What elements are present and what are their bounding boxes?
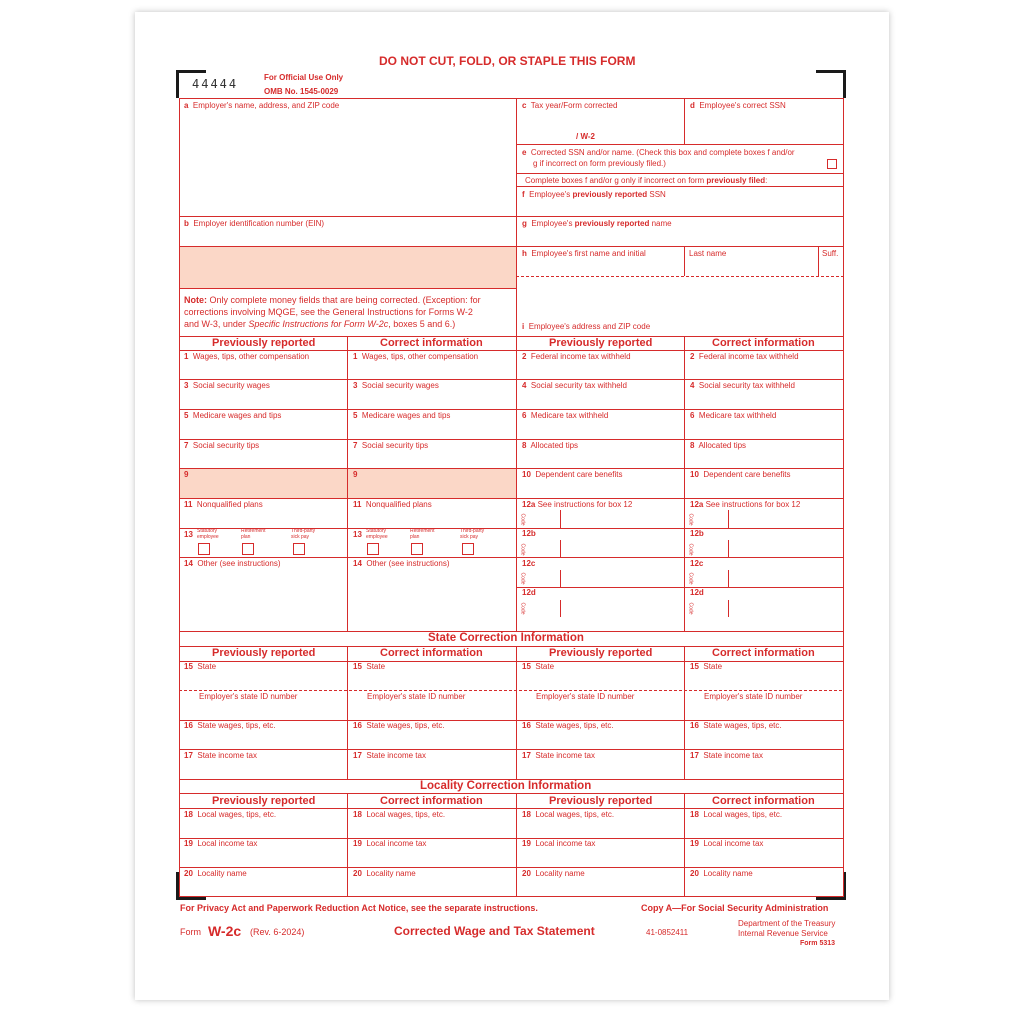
box8-corr: 8 Allocated tips <box>690 441 747 450</box>
loc-col-head-corr-2: Correct information <box>712 795 815 807</box>
box11-prev: 11 Nonqualified plans <box>184 500 263 509</box>
note-line1: Note: Only complete money fields that are being corrected. (Exception: for <box>184 295 481 305</box>
code-label-12a-prev: Code <box>519 513 526 526</box>
box18-c2: 18 Local wages, tips, etc. <box>353 810 446 819</box>
box13-prev-retirement-1: Retirement <box>241 528 266 534</box>
box1-corr: 1 Wages, tips, other compensation <box>353 352 479 361</box>
box2-corr: 2 Federal income tax withheld <box>690 352 799 361</box>
box4-corr: 4 Social security tax withheld <box>690 381 795 390</box>
official-use-label: For Official Use Only <box>264 73 344 82</box>
box13-corr-statutory-2: employee <box>366 534 388 540</box>
box15-c2: 15 State <box>353 662 386 671</box>
state-id-c2: Employer's state ID number <box>367 692 466 701</box>
box19-c3: 19 Local income tax <box>522 839 596 848</box>
form-word: Form <box>180 927 201 937</box>
box15-c3: 15 State <box>522 662 555 671</box>
box3-corr: 3 Social security wages <box>353 381 439 390</box>
box18-c1: 18 Local wages, tips, etc. <box>184 810 277 819</box>
box13-prev-statutory-2: employee <box>197 534 219 540</box>
box16-c4: 16 State wages, tips, etc. <box>690 721 782 730</box>
note-line2: corrections involving MQGE, see the General Instructions for Forms W-2 <box>184 307 473 317</box>
box10-corr: 10 Dependent care benefits <box>690 470 791 479</box>
box12b-prev: 12b <box>522 529 536 538</box>
form-name: W-2c <box>208 923 242 939</box>
corner-mark-tr-h <box>816 70 846 73</box>
corner-mark-tl-v <box>176 70 179 98</box>
box9-prev: 9 <box>184 470 189 479</box>
box20-c3: 20 Locality name <box>522 869 585 878</box>
box3-prev: 3 Social security wages <box>184 381 270 390</box>
corner-mark-br-h <box>816 897 846 900</box>
box12c-corr: 12c <box>690 559 704 568</box>
box13-corr-thirdparty-1: Third-party <box>460 528 485 534</box>
box14-prev: 14 Other (see instructions) <box>184 559 281 568</box>
cat-number: 41-0852411 <box>646 928 689 937</box>
box17-c2: 17 State income tax <box>353 751 426 760</box>
box12a-prev: 12a See instructions for box 12 <box>522 500 633 509</box>
form-title: Corrected Wage and Tax Statement <box>394 924 595 938</box>
form-number: Form 5313 <box>800 940 836 947</box>
privacy-notice: For Privacy Act and Paperwork Reduction Act Notice, see the separate instructions. <box>180 903 538 913</box>
box11-corr: 11 Nonqualified plans <box>353 500 432 509</box>
box16-c1: 16 State wages, tips, etc. <box>184 721 276 730</box>
omb-number: OMB No. 1545-0029 <box>264 87 339 96</box>
box13-corr-thirdparty-checkbox[interactable] <box>462 543 474 555</box>
box-c-w2: / W-2 <box>576 132 595 141</box>
corrected-ssn-checkbox[interactable] <box>827 159 837 169</box>
control-number: 44444 <box>192 77 239 91</box>
box-h-label: h Employee's first name and initial <box>522 249 646 258</box>
code-label-12c-prev: Code <box>519 572 526 585</box>
col-head-prev-2: Previously reported <box>549 337 653 349</box>
box13-corr-thirdparty-2: sick pay <box>460 534 479 540</box>
code-label-12d-prev: Code <box>519 602 526 615</box>
box8-prev: 8 Allocated tips <box>522 441 579 450</box>
code-label-12c-corr: Code <box>687 572 694 585</box>
dept-treasury: Department of the Treasury <box>738 919 836 928</box>
last-name-label: Last name <box>689 249 727 258</box>
box6-prev: 6 Medicare tax withheld <box>522 411 609 420</box>
box2-prev: 2 Federal income tax withheld <box>522 352 631 361</box>
state-section-title: State Correction Information <box>428 632 584 644</box>
box7-corr: 7 Social security tips <box>353 441 429 450</box>
box14-corr: 14 Other (see instructions) <box>353 559 450 568</box>
code-label-12b-prev: Code <box>519 543 526 556</box>
box13-corr-statutory-checkbox[interactable] <box>367 543 379 555</box>
box12a-corr: 12a See instructions for box 12 <box>690 500 801 509</box>
box13-corr-retirement-2: plan <box>410 534 420 540</box>
box-g-label: g Employee's previously reported name <box>522 219 672 228</box>
box13-corr-num: 13 <box>353 530 362 539</box>
loc-col-head-prev-1: Previously reported <box>212 795 316 807</box>
box7-prev: 7 Social security tips <box>184 441 260 450</box>
box13-corr-retirement-checkbox[interactable] <box>411 543 423 555</box>
box13-prev-retirement-2: plan <box>241 534 251 540</box>
code-label-12d-corr: Code <box>687 602 694 615</box>
box17-c3: 17 State income tax <box>522 751 595 760</box>
complete-boxes-note: Complete boxes f and/or g only if incorrect on form previously filed: <box>525 176 768 185</box>
code-label-12a-corr: Code <box>687 513 694 526</box>
box17-c4: 17 State income tax <box>690 751 763 760</box>
state-col-head-corr-2: Correct information <box>712 647 815 659</box>
state-id-c3: Employer's state ID number <box>536 692 635 701</box>
form-grid <box>179 98 844 897</box>
box19-c1: 19 Local income tax <box>184 839 258 848</box>
loc-col-head-prev-2: Previously reported <box>549 795 653 807</box>
box5-corr: 5 Medicare wages and tips <box>353 411 451 420</box>
box12b-corr: 12b <box>690 529 704 538</box>
box4-prev: 4 Social security tax withheld <box>522 381 627 390</box>
state-id-c1: Employer's state ID number <box>199 692 298 701</box>
loc-col-head-corr-1: Correct information <box>380 795 483 807</box>
box18-c4: 18 Local wages, tips, etc. <box>690 810 783 819</box>
box9-corr: 9 <box>353 470 358 479</box>
box12d-prev: 12d <box>522 588 536 597</box>
box18-c3: 18 Local wages, tips, etc. <box>522 810 615 819</box>
box12d-corr: 12d <box>690 588 704 597</box>
code-label-12b-corr: Code <box>687 543 694 556</box>
box-b-label: b Employer identification number (EIN) <box>184 219 325 228</box>
box13-prev-thirdparty-checkbox[interactable] <box>293 543 305 555</box>
box13-prev-retirement-checkbox[interactable] <box>242 543 254 555</box>
form-revision: (Rev. 6-2024) <box>250 927 305 937</box>
suffix-label: Suff. <box>822 249 839 258</box>
box16-c2: 16 State wages, tips, etc. <box>353 721 445 730</box>
box-f-label: f Employee's previously reported SSN <box>522 190 666 199</box>
col-head-corr-2: Correct information <box>712 337 815 349</box>
corner-mark-tl-h <box>176 70 206 73</box>
box13-corr-retirement-1: Retirement <box>410 528 435 534</box>
corner-mark-bl-h <box>176 897 206 900</box>
box20-c4: 20 Locality name <box>690 869 753 878</box>
box17-c1: 17 State income tax <box>184 751 257 760</box>
state-col-head-corr-1: Correct information <box>380 647 483 659</box>
box13-prev-num: 13 <box>184 530 193 539</box>
col-head-corr-1: Correct information <box>380 337 483 349</box>
do-not-cut-warning: DO NOT CUT, FOLD, OR STAPLE THIS FORM <box>379 54 636 68</box>
box1-prev: 1 Wages, tips, other compensation <box>184 352 310 361</box>
box5-prev: 5 Medicare wages and tips <box>184 411 282 420</box>
box20-c1: 20 Locality name <box>184 869 247 878</box>
box-d-label: d Employee's correct SSN <box>690 101 786 110</box>
box15-c1: 15 State <box>184 662 217 671</box>
dept-irs: Internal Revenue Service <box>738 929 828 938</box>
box-a-label: a Employer's name, address, and ZIP code <box>184 101 340 110</box>
locality-section-title: Locality Correction Information <box>420 780 592 792</box>
box13-prev-thirdparty-2: sick pay <box>291 534 310 540</box>
box16-c3: 16 State wages, tips, etc. <box>522 721 614 730</box>
box12c-prev: 12c <box>522 559 536 568</box>
col-head-prev-1: Previously reported <box>212 337 316 349</box>
box10-prev: 10 Dependent care benefits <box>522 470 623 479</box>
box-i-label: i Employee's address and ZIP code <box>522 322 651 331</box>
box-c-label: c Tax year/Form corrected <box>522 101 618 110</box>
box-e-line1: e Corrected SSN and/or name. (Check this box and complete boxes f and/or <box>522 148 795 157</box>
box6-corr: 6 Medicare tax withheld <box>690 411 777 420</box>
box20-c2: 20 Locality name <box>353 869 416 878</box>
copy-a-label: Copy A—For Social Security Administration <box>641 903 829 913</box>
box13-corr-statutory-1: Statutory <box>366 528 387 534</box>
box13-prev-statutory-checkbox[interactable] <box>198 543 210 555</box>
corner-mark-tr-v <box>843 70 846 98</box>
state-col-head-prev-2: Previously reported <box>549 647 653 659</box>
box13-prev-statutory-1: Statutory <box>197 528 218 534</box>
state-id-c4: Employer's state ID number <box>704 692 803 701</box>
box19-c4: 19 Local income tax <box>690 839 764 848</box>
box15-c4: 15 State <box>690 662 723 671</box>
state-col-head-prev-1: Previously reported <box>212 647 316 659</box>
box-e-line2: g if incorrect on form previously filed.) <box>533 159 666 168</box>
box13-prev-thirdparty-1: Third-party <box>291 528 316 534</box>
box19-c2: 19 Local income tax <box>353 839 427 848</box>
note-line3: and W-3, under Specific Instructions for Form W-2c, boxes 5 and 6.) <box>184 319 456 329</box>
